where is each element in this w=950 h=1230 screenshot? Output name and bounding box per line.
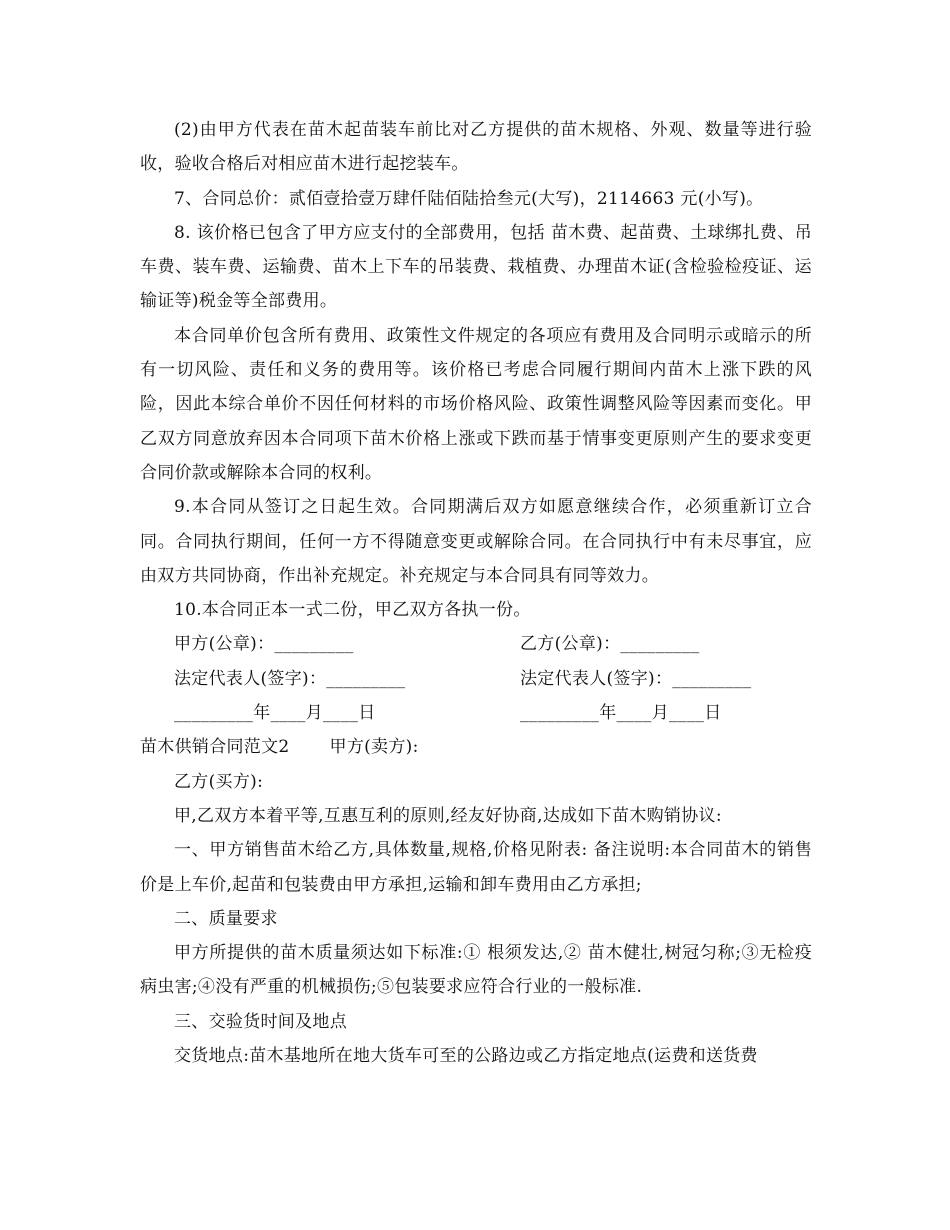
paragraph-sale: 一、甲方销售苗木给乙方,具体数量,规格,价格见附表: 备注说明:本合同苗木的销售价是上车价,起苗和包装费由甲方承担,运输和卸车费用由乙方承担; (140, 840, 812, 895)
paragraph-copies: 10.本合同正本一式二份，甲乙双方各执一份。 (174, 600, 531, 621)
party-b-representative: 法定代表人(签字)：_________ (520, 668, 752, 689)
party-a-seal: 甲方(公章)：_________ (174, 634, 354, 655)
paragraph-acceptance: (2)由甲方代表在苗木起苗装车前比对乙方提供的苗木规格、外观、数量等进行验收，验收合格后对相应苗木进行起挖装车。 (140, 120, 812, 175)
party-a-representative: 法定代表人(签字)：_________ (174, 668, 406, 689)
paragraph-delivery: 交货地点:苗木基地所在地大货车可至的公路边或乙方指定地点(运费和送货费 (174, 1046, 758, 1067)
party-b-date: _________年____月____日 (520, 703, 722, 724)
paragraph-quality: 甲方所提供的苗木质量须达如下标准:① 根须发达,② 苗木健壮,树冠匀称;③无检疫病虫害;④没有严重的机械损伤;⑤包装要求应符合行业的一般标准. (140, 943, 812, 998)
party-b-seal: 乙方(公章)：_________ (520, 634, 700, 655)
signature-seal-row (140, 627, 812, 661)
section2-seller: 甲方(卖方): (329, 737, 419, 758)
paragraph-unit-price: 本合同单价包含所有费用、政策性文件规定的各项应有费用及合同明示或暗示的所有一切风险、责任和义务的费用等。该价格已考虑合同履行期间内苗木上涨下跌的风险，因此本综合单价不因任何材料的市场价格风险、政策性调整风险等因素而变化。甲乙双方同意放弃因本合同项下苗木价格上涨或下跌而基于情事变更原则产生的要求变更合同价款或解除本合同的权利。 (140, 325, 812, 483)
paragraph-price-includes: 8. 该价格已包含了甲方应支付的全部费用，包括 苗木费、起苗费、土球绑扎费、吊车费、装车费、运输费、苗木上下车的吊装费、栽植费、办理苗木证(含检验检疫证、运输证等)税金等全部费用。 (140, 222, 812, 312)
signature-rep-row (140, 662, 812, 696)
section2-heading-line (140, 730, 812, 764)
section2-buyer: 乙方(买方): (174, 771, 264, 792)
paragraph-effective: 9.本合同从签订之日起生效。合同期满后双方如愿意继续合作，必须重新订立合同。合同执行期间，任何一方不得随意变更或解除合同。在合同执行中有未尽事宜，应由双方共同协商，作出补充规定。补充规定与本合同具有同等效力。 (140, 497, 812, 586)
paragraph-total-price: 7、合同总价：贰佰壹拾壹万肆仟陆佰陆拾叁元(大写)，2114663 元(小写)。 (174, 188, 764, 209)
party-a-date: _________年____月____日 (174, 703, 376, 724)
section2-title: 苗木供销合同范文2 (140, 737, 290, 758)
heading-quality: 二、质量要求 (174, 908, 278, 929)
signature-date-row (140, 696, 812, 730)
heading-delivery: 三、交验货时间及地点 (174, 1011, 347, 1032)
document-page (140, 113, 812, 1073)
paragraph-principle: 甲,乙双方本着平等,互惠互利的原则,经友好协商,达成如下苗木购销协议: (174, 805, 722, 826)
